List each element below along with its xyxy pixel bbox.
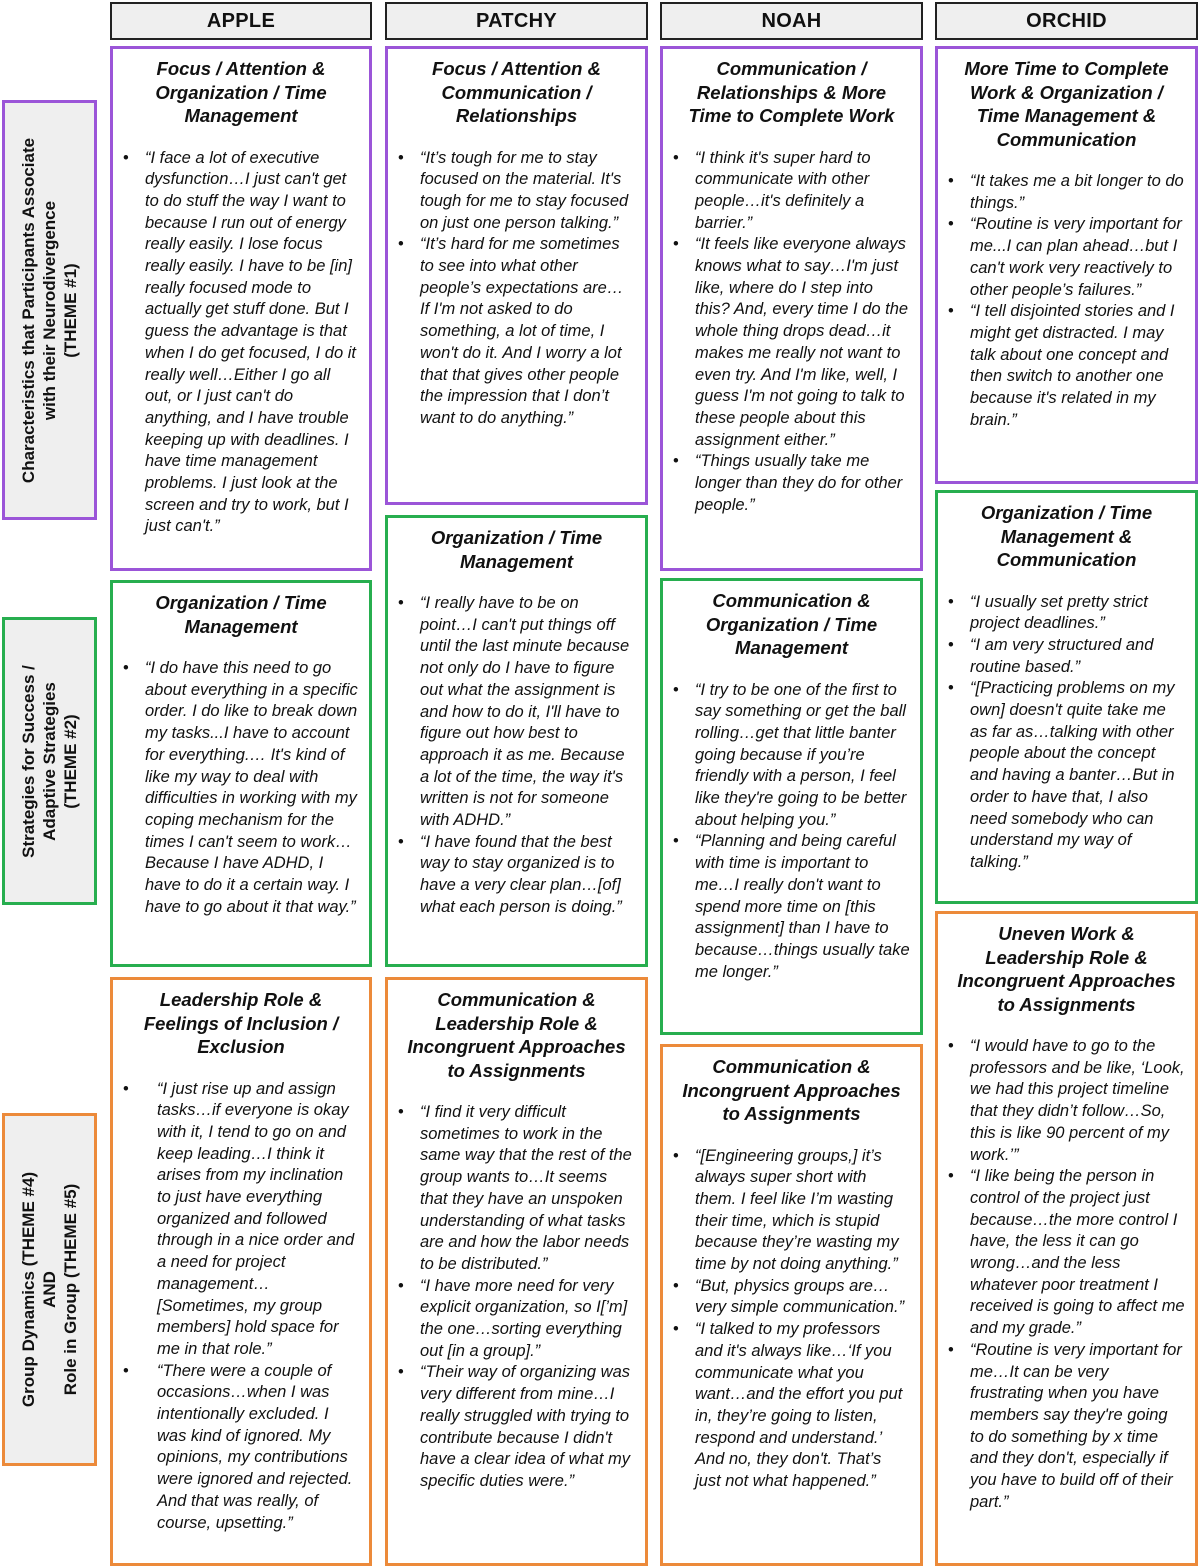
quote-item: • “I am very structured and routine based.” <box>948 635 1185 678</box>
header-patchy: PATCHY <box>385 2 648 40</box>
quote-list <box>398 148 635 430</box>
card-orchid-theme1 <box>935 46 1198 484</box>
card-title: Leadership Role & Feelings of Inclusion / Exclusion <box>143 989 339 1057</box>
theme-45-line-2: AND <box>40 1271 59 1308</box>
quote-item: • “I try to be one of the first to say something or get the ball rolling…get that little banter going because if you’re friendly with a person, I feel like they're going to be better about helping you.” <box>673 680 910 832</box>
card-patchy-theme45 <box>385 977 648 1566</box>
card-title: Focus / Attention & Communication / Relationships <box>432 58 601 126</box>
quote-item: • “[Engineering groups,] it’s always super short with them. I feel like I’m wasting their time, which is stupid because they’re wasting my time by not doing anything.” <box>673 1146 910 1276</box>
theme-45-line-3: Role in Group (THEME #5) <box>61 1183 80 1396</box>
theme-2-line-1: Strategies for Success / <box>19 664 39 858</box>
quote-item: • “Routine is very important for me…It can be very frustrating when you have members say they're going to do something by x time and they don't, especially if you have to build off of their part.” <box>948 1340 1185 1514</box>
quote-item: • “I find it very difficult sometimes to work in the same way that the rest of the group wants to…It seems that they have an unspoken understanding of what tasks are and how the labor needs to be distributed.” <box>398 1102 635 1276</box>
theme-1-line-2: with their Neurodivergence <box>40 200 60 420</box>
quote-list <box>673 1146 910 1493</box>
quote-item: • “I would have to go to the professors and be like, ‘Look, we had this project timeline that they didn’t follow…So, this is like 90 percent of my work.’” <box>948 1036 1185 1166</box>
card-title: Uneven Work & Leadership Role & Incongruent Approaches to Assignments <box>957 923 1176 1015</box>
card-apple-theme45 <box>110 977 372 1566</box>
card-title: More Time to Complete Work & Organization / Time Management & Communication <box>964 58 1169 150</box>
quote-item: • “Planning and being careful with time is important to me…I really don't want to spend more time on [this assignment] than I have to because…things usually take me longer.” <box>673 831 910 983</box>
card-title: Communication & Organization / Time Management <box>705 590 878 658</box>
quote-item: • “I have more need for very explicit organization, so I[’m] the one…sorting everything out [in a group].” <box>398 1276 635 1363</box>
theme-1-line-1: Characteristics that Participants Associate <box>19 137 39 483</box>
theme-45-label <box>2 1113 97 1466</box>
theme-2-label <box>2 617 97 905</box>
quote-item: • “I like being the person in control of the project just because…the more control I have, the less it can go wrong…and the less whatever poor treatment I received is going to affect me and my grade.” <box>948 1166 1185 1340</box>
quote-item: • “I have found that the best way to stay organized is to have a very clear plan…[of] what each person is doing.” <box>398 832 635 919</box>
card-title: Communication & Leadership Role & Incongruent Approaches to Assignments <box>407 989 626 1081</box>
card-title: Communication & Incongruent Approaches to Assignments <box>682 1056 901 1124</box>
theme-2-line-3: (THEME #2) <box>61 713 81 809</box>
card-title: Organization / Time Management <box>430 527 603 572</box>
card-title: Focus / Attention & Organization / Time Management <box>155 58 327 126</box>
card-orchid-theme2 <box>935 490 1198 904</box>
quote-item: • “It’s hard for me sometimes to see into what other people’s expectations are… If I'm not asked to do something, a lot of time, I won't do it. And I worry a lot that that gives other people the impression that I don’t want to do anything.” <box>398 234 635 429</box>
quote-item: • “There were a couple of occasions…when I was intentionally excluded. I was kind of ignored. My opinions, my contributions were ignored and rejected. And that was really, of course, upsetting.” <box>123 1361 359 1535</box>
quote-list <box>123 658 359 918</box>
theme-1-line-3: (THEME #1) <box>61 262 81 358</box>
quote-item: • “I just rise up and assign tasks…if everyone is okay with it, I tend to go on and keep leading…I think it arises from my inclination to just have everything organized and followed through in a nice order and a need for project management…[Sometimes, my group members] hold space for me in that role.” <box>123 1079 359 1361</box>
quote-item: • “I talked to my professors and it's always like…‘If you communicate what you want…and the effort you put in, they’re going to listen, respond and understand.’ And no, they don't. That’s just not what happened.” <box>673 1319 910 1493</box>
quote-item: • “I tell disjointed stories and I might get distracted. I may talk about one concept and then switch to another one because it's related in my brain.” <box>948 301 1185 431</box>
quote-item: • “But, physics groups are…very simple communication.” <box>673 1276 910 1319</box>
quote-list <box>948 171 1185 431</box>
card-patchy-theme2 <box>385 515 648 967</box>
card-title: Communication / Relationships & More Time to Complete Work <box>688 58 895 126</box>
quote-item: • “Routine is very important for me...I can plan ahead…but I can't work very reactively to other people’s failures.” <box>948 214 1185 301</box>
header-noah: NOAH <box>660 2 923 40</box>
quote-list <box>398 593 635 919</box>
quote-item: • “Their way of organizing was very different from mine…I really struggled with trying to contribute because I didn't have a clear idea of what my specific duties were.” <box>398 1362 635 1492</box>
quote-list <box>123 148 359 539</box>
quote-list <box>398 1102 635 1493</box>
header-orchid: ORCHID <box>935 2 1198 40</box>
quote-list <box>673 680 910 984</box>
card-apple-theme2 <box>110 580 372 967</box>
quote-item: • “[Practicing problems on my own] doesn't quite take me as far as…talking with other people about the concept and having a banter…But in order to have that, I also need somebody who can understand my way of talking.” <box>948 678 1185 873</box>
quote-list <box>673 148 910 517</box>
quote-item: • “I face a lot of executive dysfunction…I just can't get to do stuff the way I want to because I run out of energy really easily. I lose focus really easily. I have to be [in] really focused mode to actually get stuff done. But I guess the advantage is that when I do get focused, I do it really well…Either I go all out, or I just can't do anything, and I have trouble keeping up with deadlines. I have time management problems. I just look at the screen and try to work, but I just can't.” <box>123 148 359 539</box>
quote-item: • “I do have this need to go about everything in a specific order. I do like to break down my tasks...I have to account for everything.… It's kind of like my way to deal with difficulties in working with my coping mechanism for the times I can't seem to work…Because I have ADHD, I have to do it a certain way. I have to go about it that way.” <box>123 658 359 918</box>
card-apple-theme1 <box>110 46 372 571</box>
quote-item: • “I usually set pretty strict project deadlines.” <box>948 592 1185 635</box>
quote-item: • “It takes me a bit longer to do things.” <box>948 171 1185 214</box>
quote-item: • “It feels like everyone always knows what to say…I'm just like, where do I step into this? And, every time I do the whole thing drops dead…it makes me really not want to even try. And I'm like, well, I guess I'm not going to talk to these people about this assignment either.” <box>673 234 910 451</box>
quote-item: • “It’s tough for me to stay focused on the material. It's tough for me to stay focused on just one person talking.” <box>398 148 635 235</box>
card-noah-theme1 <box>660 46 923 571</box>
header-apple: APPLE <box>110 2 372 40</box>
theme-1-label <box>2 100 97 520</box>
quote-list <box>948 1036 1185 1513</box>
quote-item: • “I think it's super hard to communicate with other people…it's definitely a barrier.” <box>673 148 910 235</box>
theme-2-line-2: Adaptive Strategies <box>40 681 60 841</box>
quote-list <box>948 592 1185 874</box>
card-patchy-theme1 <box>385 46 648 505</box>
card-noah-theme45 <box>660 1044 923 1566</box>
card-title: Organization / Time Management & Communication <box>980 502 1153 570</box>
quote-item: • “Things usually take me longer than they do for other people.” <box>673 451 910 516</box>
quote-item: • “I really have to be on point…I can't put things off until the last minute because not only do I have to figure out what the assignment is and how to do it, I'll have to figure out how best to approach it as me. Because a lot of the time, the way it's written is not for someone with ADHD.” <box>398 593 635 832</box>
quote-list <box>123 1079 359 1535</box>
theme-45-line-1: Group Dynamics (THEME #4) <box>19 1171 38 1408</box>
card-orchid-theme45 <box>935 911 1198 1566</box>
card-title: Organization / Time Management <box>155 592 327 637</box>
card-noah-theme2 <box>660 578 923 1035</box>
